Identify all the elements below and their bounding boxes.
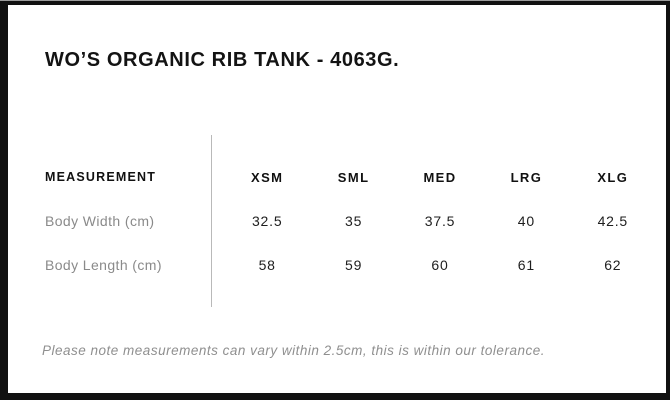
table-row-body-length — [45, 243, 656, 287]
row-label: Body Width (cm) — [45, 213, 155, 229]
table-cell: 32.5 — [251, 213, 283, 229]
table-cell: 62 — [604, 257, 622, 273]
table-cell: 35 — [345, 213, 363, 229]
size-table — [45, 155, 656, 287]
table-cell: 58 — [258, 257, 276, 273]
table-cell: 37.5 — [424, 213, 456, 229]
column-header-med: MED — [423, 169, 457, 185]
page-title: WO’S ORGANIC RIB TANK - 4063G. — [45, 49, 400, 71]
table-cell: 61 — [517, 257, 535, 273]
table-cell: 59 — [345, 257, 363, 273]
row-label: Body Length (cm) — [45, 257, 162, 273]
table-cell: 60 — [431, 257, 449, 273]
table-cell: 42.5 — [597, 213, 629, 229]
table-header-row — [45, 155, 656, 199]
tolerance-note: Please note measurements can vary within 2.5cm, this is within our tolerance. — [42, 343, 545, 358]
column-header-xsm: XSM — [251, 169, 284, 185]
table-row-body-width — [45, 199, 656, 243]
column-header-sml: SML — [337, 169, 370, 185]
column-header-xlg: XLG — [597, 169, 629, 185]
column-header-lrg: LRG — [510, 169, 543, 185]
column-header-measurement: MEASUREMENT — [45, 170, 157, 184]
table-cell: 40 — [517, 213, 535, 229]
